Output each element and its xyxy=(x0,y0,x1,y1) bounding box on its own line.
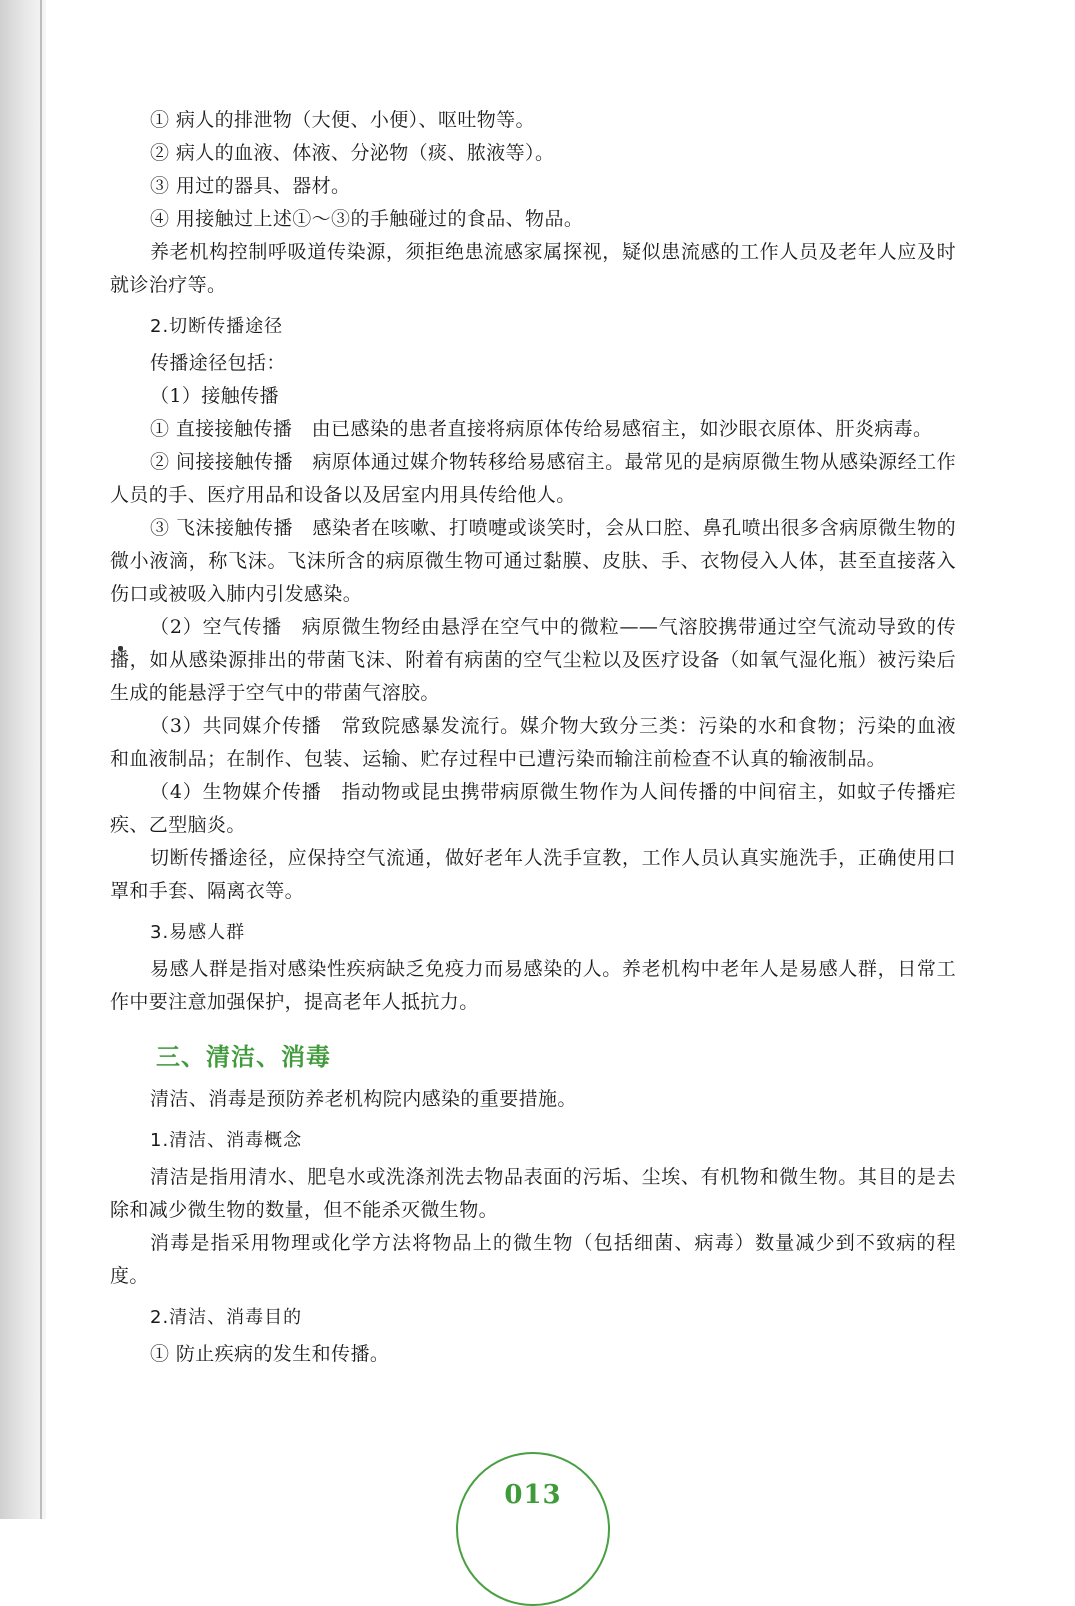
paragraph: ① 直接接触传播 由已感染的患者直接将病原体传给易感宿主，如沙眼衣原体、肝炎病毒。 xyxy=(150,418,933,440)
paragraph: ③ 飞沫接触传播 感染者在咳嗽、打喷嚏或谈笑时，会从口腔、鼻孔喷出很多含病原微生物的微小液滴，称飞沫。飞沫所含的病原微生物可通过黏膜、皮肤、手、衣物侵入人体，甚至直接落入伤口或被吸入肺内引发感染。 xyxy=(110,517,956,605)
paragraph: 消毒是指采用物理或化学方法将物品上的微生物（包括细菌、病毒）数量减少到不致病的程度。 xyxy=(110,1232,956,1287)
paragraph: ② 间接接触传播 病原体通过媒介物转移给易感宿主。最常见的是病原微生物从感染源经工作人员的手、医疗用品和设备以及居室内用具传给他人。 xyxy=(110,451,956,506)
paragraph: ① 防止疾病的发生和传播。 xyxy=(150,1343,390,1365)
page-number: 013 xyxy=(504,1480,562,1510)
paragraph: ④ 用接触过上述①～③的手触碰过的食品、物品。 xyxy=(150,208,584,230)
subheading-susceptible: 3.易感人群 xyxy=(150,922,246,943)
paragraph: 切断传播途径，应保持空气流通，做好老年人洗手宣教，工作人员认真实施洗手，正确使用口罩和手套、隔离衣等。 xyxy=(110,847,956,902)
paragraph: 养老机构控制呼吸道传染源，须拒绝患流感家属探视，疑似患流感的工作人员及老年人应及时就诊治疗等。 xyxy=(110,241,956,296)
paragraph: 易感人群是指对感染性疾病缺乏免疫力而易感染的人。养老机构中老年人是易感人群，日常工作中要注意加强保护，提高老年人抵抗力。 xyxy=(110,958,956,1013)
paragraph: （3）共同媒介传播 常致院感暴发流行。媒介物大致分三类：污染的水和食物；污染的血液和血液制品；在制作、包装、运输、贮存过程中已遭污染而输注前检查不认真的输液制品。 xyxy=(110,715,956,770)
subheading-purpose: 2.清洁、消毒目的 xyxy=(150,1307,303,1328)
paragraph: 传播途径包括： xyxy=(150,352,286,374)
paragraph: ① 病人的排泄物（大便、小便）、呕吐物等。 xyxy=(150,109,535,131)
page-body xyxy=(110,104,956,1371)
paragraph: （1）接触传播 xyxy=(150,385,279,407)
paragraph: （4）生物媒介传播 指动物或昆虫携带病原微生物作为人间传播的中间宿主，如蚊子传播疟疾、乙型脑炎。 xyxy=(110,781,956,836)
binding-edge xyxy=(40,0,42,1519)
paragraph: 清洁是指用清水、肥皂水或洗涤剂洗去物品表面的污垢、尘埃、有机物和微生物。其目的是去除和减少微生物的数量，但不能杀灭微生物。 xyxy=(110,1166,956,1221)
section-title: 三、清洁、消毒 xyxy=(156,1043,331,1071)
paragraph: ③ 用过的器具、器材。 xyxy=(150,175,351,197)
subheading-cut-transmission: 2.切断传播途径 xyxy=(150,316,284,337)
paragraph: 清洁、消毒是预防养老机构院内感染的重要措施。 xyxy=(150,1088,577,1110)
paragraph: （2）空气传播 病原微生物经由悬浮在空气中的微粒——气溶胶携带通过空气流动导致的传播，如从感染源排出的带菌飞沫、附着有病菌的空气尘粒以及医疗设备（如氧气湿化瓶）被污染后生成的能悬浮于空气中的带菌气溶胶。 xyxy=(110,616,956,704)
subheading-concept: 1.清洁、消毒概念 xyxy=(150,1130,303,1151)
paragraph: ② 病人的血液、体液、分泌物（痰、脓液等）。 xyxy=(150,142,555,164)
page-number-arc xyxy=(456,1452,610,1606)
